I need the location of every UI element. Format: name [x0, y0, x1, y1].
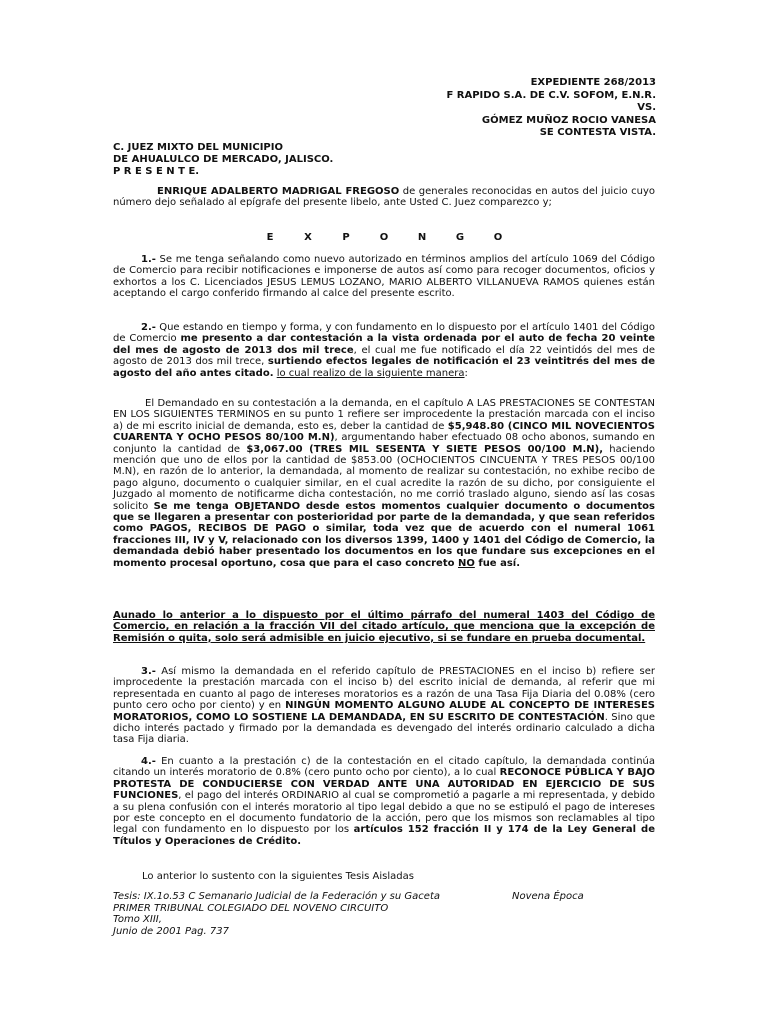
- article-1403-paragraph: [113, 610, 655, 644]
- objection-bold-end: fue así.: [474, 557, 521, 569]
- intro-paragraph: [113, 186, 655, 209]
- closing-line: Lo anterior lo sustento con la siguientes Tesis Aisladas: [142, 871, 414, 882]
- point-bold-text: me presento a dar contestación a la vista ordenada por el auto de fecha 20 veinte del mes de agosto de 2013 dos mil trece: [113, 333, 655, 356]
- point-text: En cuanto a la prestación c) de la contestación en el citado capítulo, la demandada continúa citando un interés moratorio de 0.8% (cero punto ocho por ciento), a lo cual: [113, 756, 655, 779]
- objection-bold: Se me tenga OBJETANDO desde estos momentos cualquier documento o documentos que se llegaren a presentar con posterioridad por parte de la demandada, y que sean referidos como PAGOS, RECIBOS DE PAGO o similar, toda vez que de acuerdo con el numeral 1061 fracciones III, IV y V, relacionado con los diversos 1399, 1400 y 1401 del Código de Comercio, la demandada debió haber presentado los documentos en los que fundare sus excepciones en el momento procesal oportuno, cosa que para el caso concreto: [113, 500, 655, 569]
- point-underlined-text: lo cual realizo de la siguiente manera: [276, 367, 465, 379]
- point-bold-text: NINGÚN MOMENTO ALGUNO ALUDE AL CONCEPTO DE INTERESES MORATORIOS, COMO LO SOSTIENE LA DEMANDADA, EN SU ESCRITO DE CONTESTACIÓN: [113, 700, 655, 723]
- intro-text: de generales reconocidas en autos del juicio cuyo número dejo señalado al epígrafe del presente libelo, ante Usted C. Juez comparezco y;: [113, 186, 655, 209]
- petitioner-name: ENRIQUE ADALBERTO MADRIGAL FREGOSO: [157, 186, 400, 197]
- case-number: EXPEDIENTE 268/2013: [530, 77, 656, 88]
- thesis-citation: [113, 891, 584, 937]
- point-1-paragraph: [113, 254, 655, 300]
- addressee-line-3: P R E S E N T E.: [113, 166, 200, 178]
- expongo-heading: [113, 232, 655, 243]
- thesis-epoch: Novena Época: [512, 891, 584, 902]
- point-number: 1.-: [141, 254, 156, 265]
- point-text: Que estando en tiempo y forma, y con fundamento en lo dispuesto por el artículo 1401 del Código de Comercio: [113, 322, 655, 345]
- point-bold-text: surtiendo efectos legales de notificación el 23 veintitrés del mes de agosto del año antes citado.: [113, 356, 655, 379]
- point-number: 4.-: [141, 756, 156, 767]
- point-4-paragraph: [113, 756, 655, 847]
- expongo-letter: X: [304, 232, 312, 243]
- case-header: [446, 77, 656, 140]
- paragraph-text: , argumentando haber efectuado 08 ocho abonos, sumando en conjunto la cantidad de: [113, 432, 655, 455]
- point-text: :: [464, 367, 468, 379]
- thesis-line-4: Junio de 2001 Pag. 737: [113, 925, 229, 937]
- point-text: Se me tenga señalando como nuevo autorizado en términos amplios del artículo 1069 del Código de Comercio para recibir notificaciones e imponerse de autos así como para recoger documentos, oficios y exhortos a los C. Licenciados JESUS LEMUS LOZANO, MARIO ALBERTO VILLANUEVA RAMOS quienes están aceptando el cargo conferido firmando al calce del presente escrito.: [113, 254, 655, 300]
- expongo-letter: G: [455, 232, 465, 243]
- expongo-letter: O: [493, 232, 503, 243]
- amount-bold: $5,948.80 (CINCO MIL NOVECIENTOS CUARENTA Y OCHO PESOS 80/100 M.N): [113, 420, 655, 444]
- expongo-letter: N: [417, 232, 427, 243]
- versus-label: VS.: [637, 102, 656, 113]
- paragraph-text: haciendo mención que uno de ellos por la cantidad de $853.00 (OCHOCIENTOS CINCUENTA Y TRES PESOS 00/100 M.N), en razón de lo anterior, la demandada, al momento de realizar su contestación, no exhibe recibo de pago alguno, documento o cualquier similar, en el cual acredite la razón de su dicho, por consiguiente el Juzgado al momento de notificarme dicha contestación, no me corrió traslado alguno, siendo así las cosas solicito: [113, 443, 655, 512]
- point-number: 2.-: [141, 322, 156, 333]
- defendant-name: GÓMEZ MUÑOZ ROCIO VANESA: [481, 114, 656, 126]
- point-2-paragraph: [113, 322, 655, 379]
- thesis-line-1: Tesis: IX.1o.53 C Semanario Judicial de la Federación y su Gaceta: [113, 891, 440, 902]
- expongo-letter: O: [379, 232, 389, 243]
- expongo-letter: P: [342, 232, 350, 243]
- point-3-paragraph: [113, 666, 655, 746]
- point-text: , el pago del interés ORDINARIO al cual se comprometió a pagarle a mi representada, y debido a su plena confusión con el interés moratorio al tipo legal debido a que no se estipuló el pago de intereses por este concepto en el documento fundatorio de la acción, pero que los mismos son reclamables al tipo legal con fundamento en lo dispuesto por los: [113, 790, 655, 836]
- point-number: 3.-: [141, 666, 156, 677]
- point-bold-text: RECONOCE PÚBLICA Y BAJO PROTESTA DE CONDUCIERSE CON VERDAD ANTE UNA AUTORIDAD EN EJERCICIO DE SUS FUNCIONES: [113, 767, 656, 802]
- point-text: , el cual me fue notificado el día 22 veintidós del mes de agosto de 2013 dos mil trece,: [113, 344, 655, 368]
- point-text: . Sino que dicho interés pactado y firmado por la demandada es devengado del interés ordinario calculado a dicha tasa Fija diaria.: [113, 711, 655, 746]
- addressee-line-2: DE AHUALULCO DE MERCADO, JALISCO.: [113, 154, 334, 166]
- plaintiff-name: F RAPIDO S.A. DE C.V. SOFOM, E.N.R.: [446, 89, 656, 101]
- point-text: Así mismo la demandada en el referido capítulo de PRESTACIONES en el inciso b) refiere ser improcedente la prestación marcada con el inciso b) del escrito inicial de demanda, al referir que mi representada en cuanto al pago de intereses moratorios es a razón de una Tasa Fija Diaria del 0.08% (cero punto cero ocho por ciento) y en: [113, 666, 655, 712]
- thesis-line-3: Tomo XIII,: [113, 914, 162, 926]
- amount-bold: $3,067.00 (TRES MIL SESENTA Y SIETE PESOS 00/100 M.N),: [246, 443, 604, 455]
- addressee-block: [113, 142, 333, 179]
- expongo-letter: E: [266, 232, 274, 243]
- point-bold-text: artículos 152 fracción II y 174 de la Ley General de Títulos y Operaciones de Crédito.: [113, 824, 655, 847]
- paragraph-text: El Demandado en su contestación a la demanda, en el capítulo A LAS PRESTACIONES SE CONTESTAN EN LOS SIGUIENTES TERMINOS en su punto 1 refiere ser improcedente la prestación marcada con el inciso a) de mi escrito inicial de demanda, esto es, deber la cantidad de: [113, 398, 655, 432]
- demand-response-paragraph: [113, 398, 655, 569]
- addressee-line-1: C. JUEZ MIXTO DEL MUNICIPIO: [113, 142, 283, 153]
- no-underlined: NO: [457, 557, 475, 569]
- subject-line: SE CONTESTA VISTA.: [539, 127, 656, 138]
- thesis-line-2: PRIMER TRIBUNAL COLEGIADO DEL NOVENO CIRCUITO: [113, 902, 389, 914]
- underlined-bold-text: Aunado lo anterior a lo dispuesto por el último párrafo del numeral 1403 del Código de Comercio, en relación a la fracción VII del citado artículo, que menciona que la excepción de Remisión o quita, solo será admisible en juicio ejecutivo, si se fundare en prueba documental.: [113, 610, 655, 644]
